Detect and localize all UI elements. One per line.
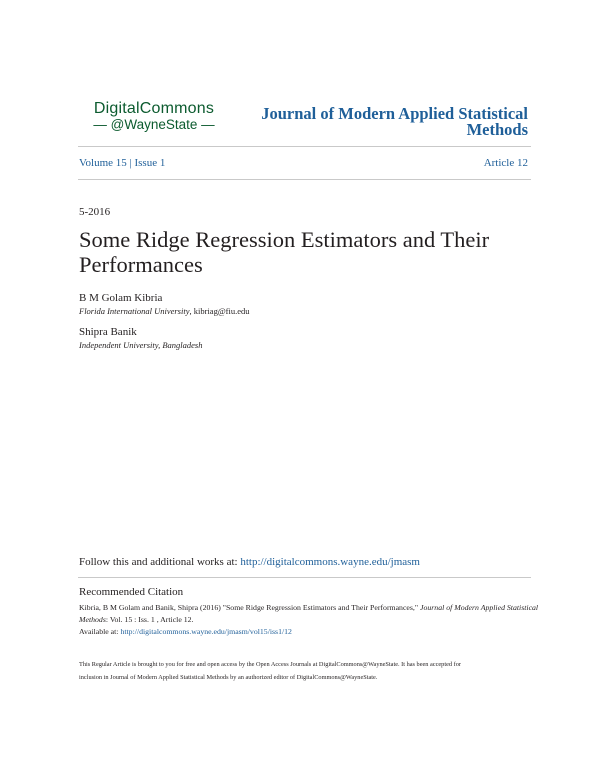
affiliation-text: Independent University, Bangladesh: [79, 340, 203, 350]
issue-link[interactable]: Issue 1: [134, 157, 166, 169]
volume-link[interactable]: Volume 15: [79, 157, 127, 169]
logo-bottom-text: — @WayneState —: [93, 117, 215, 132]
publication-date: 5-2016: [79, 206, 111, 218]
follow-url-link[interactable]: http://digitalcommons.wayne.edu/jmasm: [240, 556, 420, 568]
article-title: Some Ridge Regression Estimators and Their Performances: [79, 227, 490, 277]
affiliation-text: Florida International University: [79, 306, 190, 316]
journal-title-link[interactable]: [228, 106, 528, 138]
issue-bar-left: [79, 157, 165, 169]
issue-divider: [78, 179, 531, 180]
top-divider: [78, 146, 531, 147]
citation-url-link[interactable]: http://digitalcommons.wayne.edu/jmasm/vol15/iss1/12: [120, 627, 292, 636]
digitalcommons-logo: [88, 100, 220, 132]
citation-volume: : Vol. 15 : Iss. 1 , Article 12.: [105, 615, 194, 624]
author-name: Shipra Banik: [79, 326, 137, 338]
follow-line: [79, 556, 420, 568]
available-label: Available at:: [79, 627, 119, 636]
author-affiliation: [79, 306, 250, 316]
logo-top-text: DigitalCommons: [93, 100, 215, 117]
author-affiliation: [79, 340, 202, 350]
footer-line1: This Regular Article is brought to you for free and open access by the Open Access Journals at DigitalCommons@WayneState. It has been accepted for: [79, 661, 461, 668]
citation-body: [79, 602, 539, 638]
footer-line2: inclusion in Journal of Modern Applied Statistical Methods by an authorized editor of DigitalCommons@WayneState.: [79, 674, 378, 681]
author-email[interactable]: , kibriag@fiu.edu: [189, 306, 250, 316]
citation-journal: Journal of Modern Applied Statistical Methods: [79, 603, 539, 624]
citation-divider: [78, 577, 531, 578]
issue-separator: |: [129, 157, 132, 169]
journal-title-line2: Methods: [466, 120, 528, 139]
article-link[interactable]: Article 12: [483, 157, 528, 169]
citation-line1: Kibria, B M Golam and Banik, Shipra (2016) "Some Ridge Regression Estimators and Their Performances,": [79, 603, 419, 612]
follow-text: Follow this and additional works at:: [79, 556, 238, 568]
recommended-citation-heading: Recommended Citation: [79, 586, 184, 598]
journal-title-line1: Journal of Modern Applied Statistical: [261, 104, 528, 123]
author-name: B M Golam Kibria: [79, 292, 163, 304]
open-access-notice: [79, 658, 545, 684]
